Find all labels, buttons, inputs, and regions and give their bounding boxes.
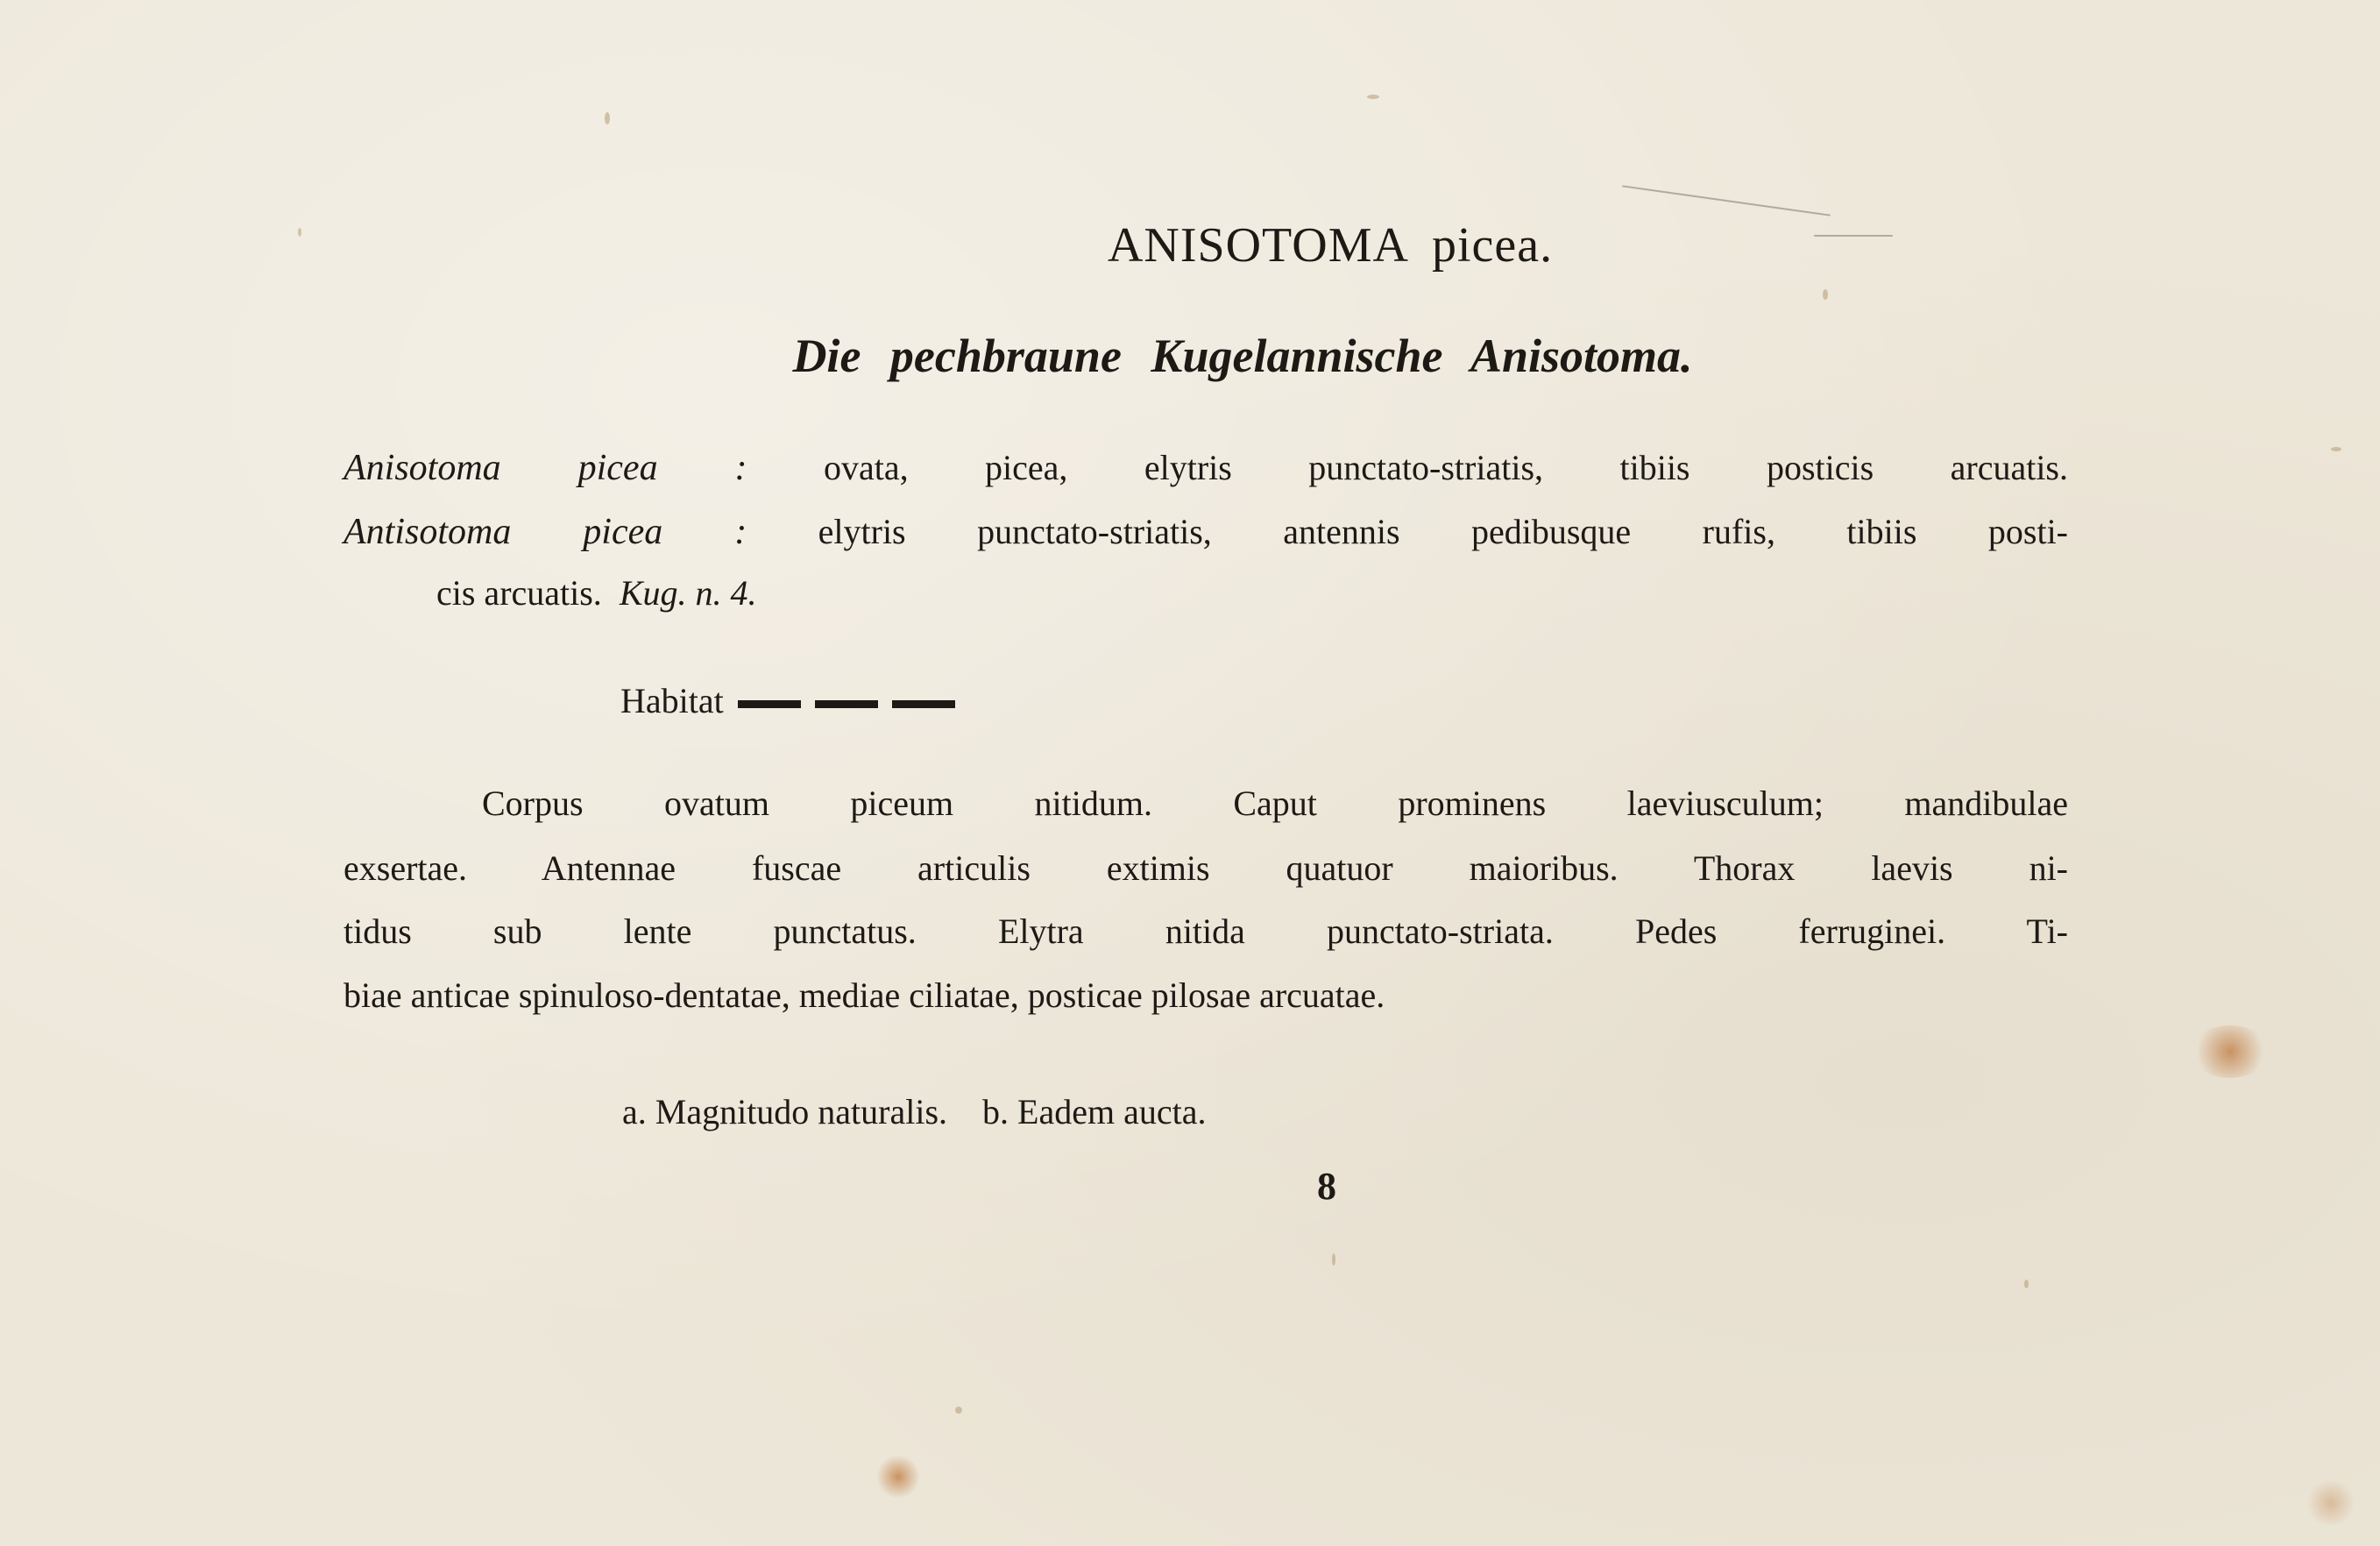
- description-line-3: [436, 572, 757, 613]
- paper-speck: [2024, 1280, 2029, 1288]
- paper-fiber: [1622, 185, 1831, 216]
- figure-caption: [622, 1091, 1206, 1132]
- description-line-1: [344, 447, 2068, 489]
- foxing-stain: [876, 1455, 920, 1499]
- body-line-4: biae anticae spinuloso-dentatae, mediae ciliatae, posticae pilosae arcuatae.: [344, 975, 1385, 1015]
- description-text: cis arcuatis.: [436, 573, 602, 613]
- paper-speck: [605, 112, 610, 124]
- title-genus: ANISOTOMA: [1107, 218, 1409, 273]
- habitat-label: Habitat: [620, 681, 724, 720]
- caption-a: a. Magnitudo naturalis.: [622, 1092, 948, 1131]
- body-line-1: Corpus ovatum piceum nitidum. Caput prominens laeviusculum; mandibulae: [482, 784, 2068, 823]
- reference-citation: Kug. n. 4.: [619, 573, 757, 613]
- paper-speck: [1367, 95, 1379, 99]
- taxon-name: Antisotoma picea :: [344, 512, 747, 552]
- page-title: [0, 217, 2380, 273]
- dash-rule: [892, 700, 955, 708]
- description-line-2: [344, 511, 2068, 553]
- foxing-stain: [2305, 1481, 2357, 1525]
- body-line-2: exsertae. Antennae fuscae articulis extimis quatuor maioribus. Thorax laevis ni-: [344, 848, 2068, 888]
- dash-rule: [738, 700, 801, 708]
- taxon-name: Anisotoma picea :: [344, 448, 747, 488]
- foxing-stain: [2191, 1025, 2270, 1078]
- page-number: 8: [1317, 1165, 1336, 1208]
- title-species: picea.: [1431, 218, 1554, 273]
- paper-speck: [1823, 289, 1828, 300]
- description-text: elytris punctato-striatis, antennis pedibusque rufis, tibiis posti-: [818, 512, 2068, 551]
- german-common-name: Die pechbraune Kugelannische Anisotoma.: [792, 330, 1693, 382]
- description-text: ovata, picea, elytris punctato-striatis, tibiis posticis arcuatis.: [823, 448, 2068, 487]
- caption-b: b. Eadem aucta.: [982, 1092, 1207, 1131]
- paper-speck: [2331, 447, 2341, 451]
- dash-rule: [815, 700, 878, 708]
- paper-speck: [1332, 1253, 1335, 1266]
- habitat-line: [620, 680, 955, 721]
- paper-speck: [955, 1407, 962, 1414]
- body-line-3: tidus sub lente punctatus. Elytra nitida punctato-striata. Pedes ferruginei. Ti-: [344, 911, 2068, 951]
